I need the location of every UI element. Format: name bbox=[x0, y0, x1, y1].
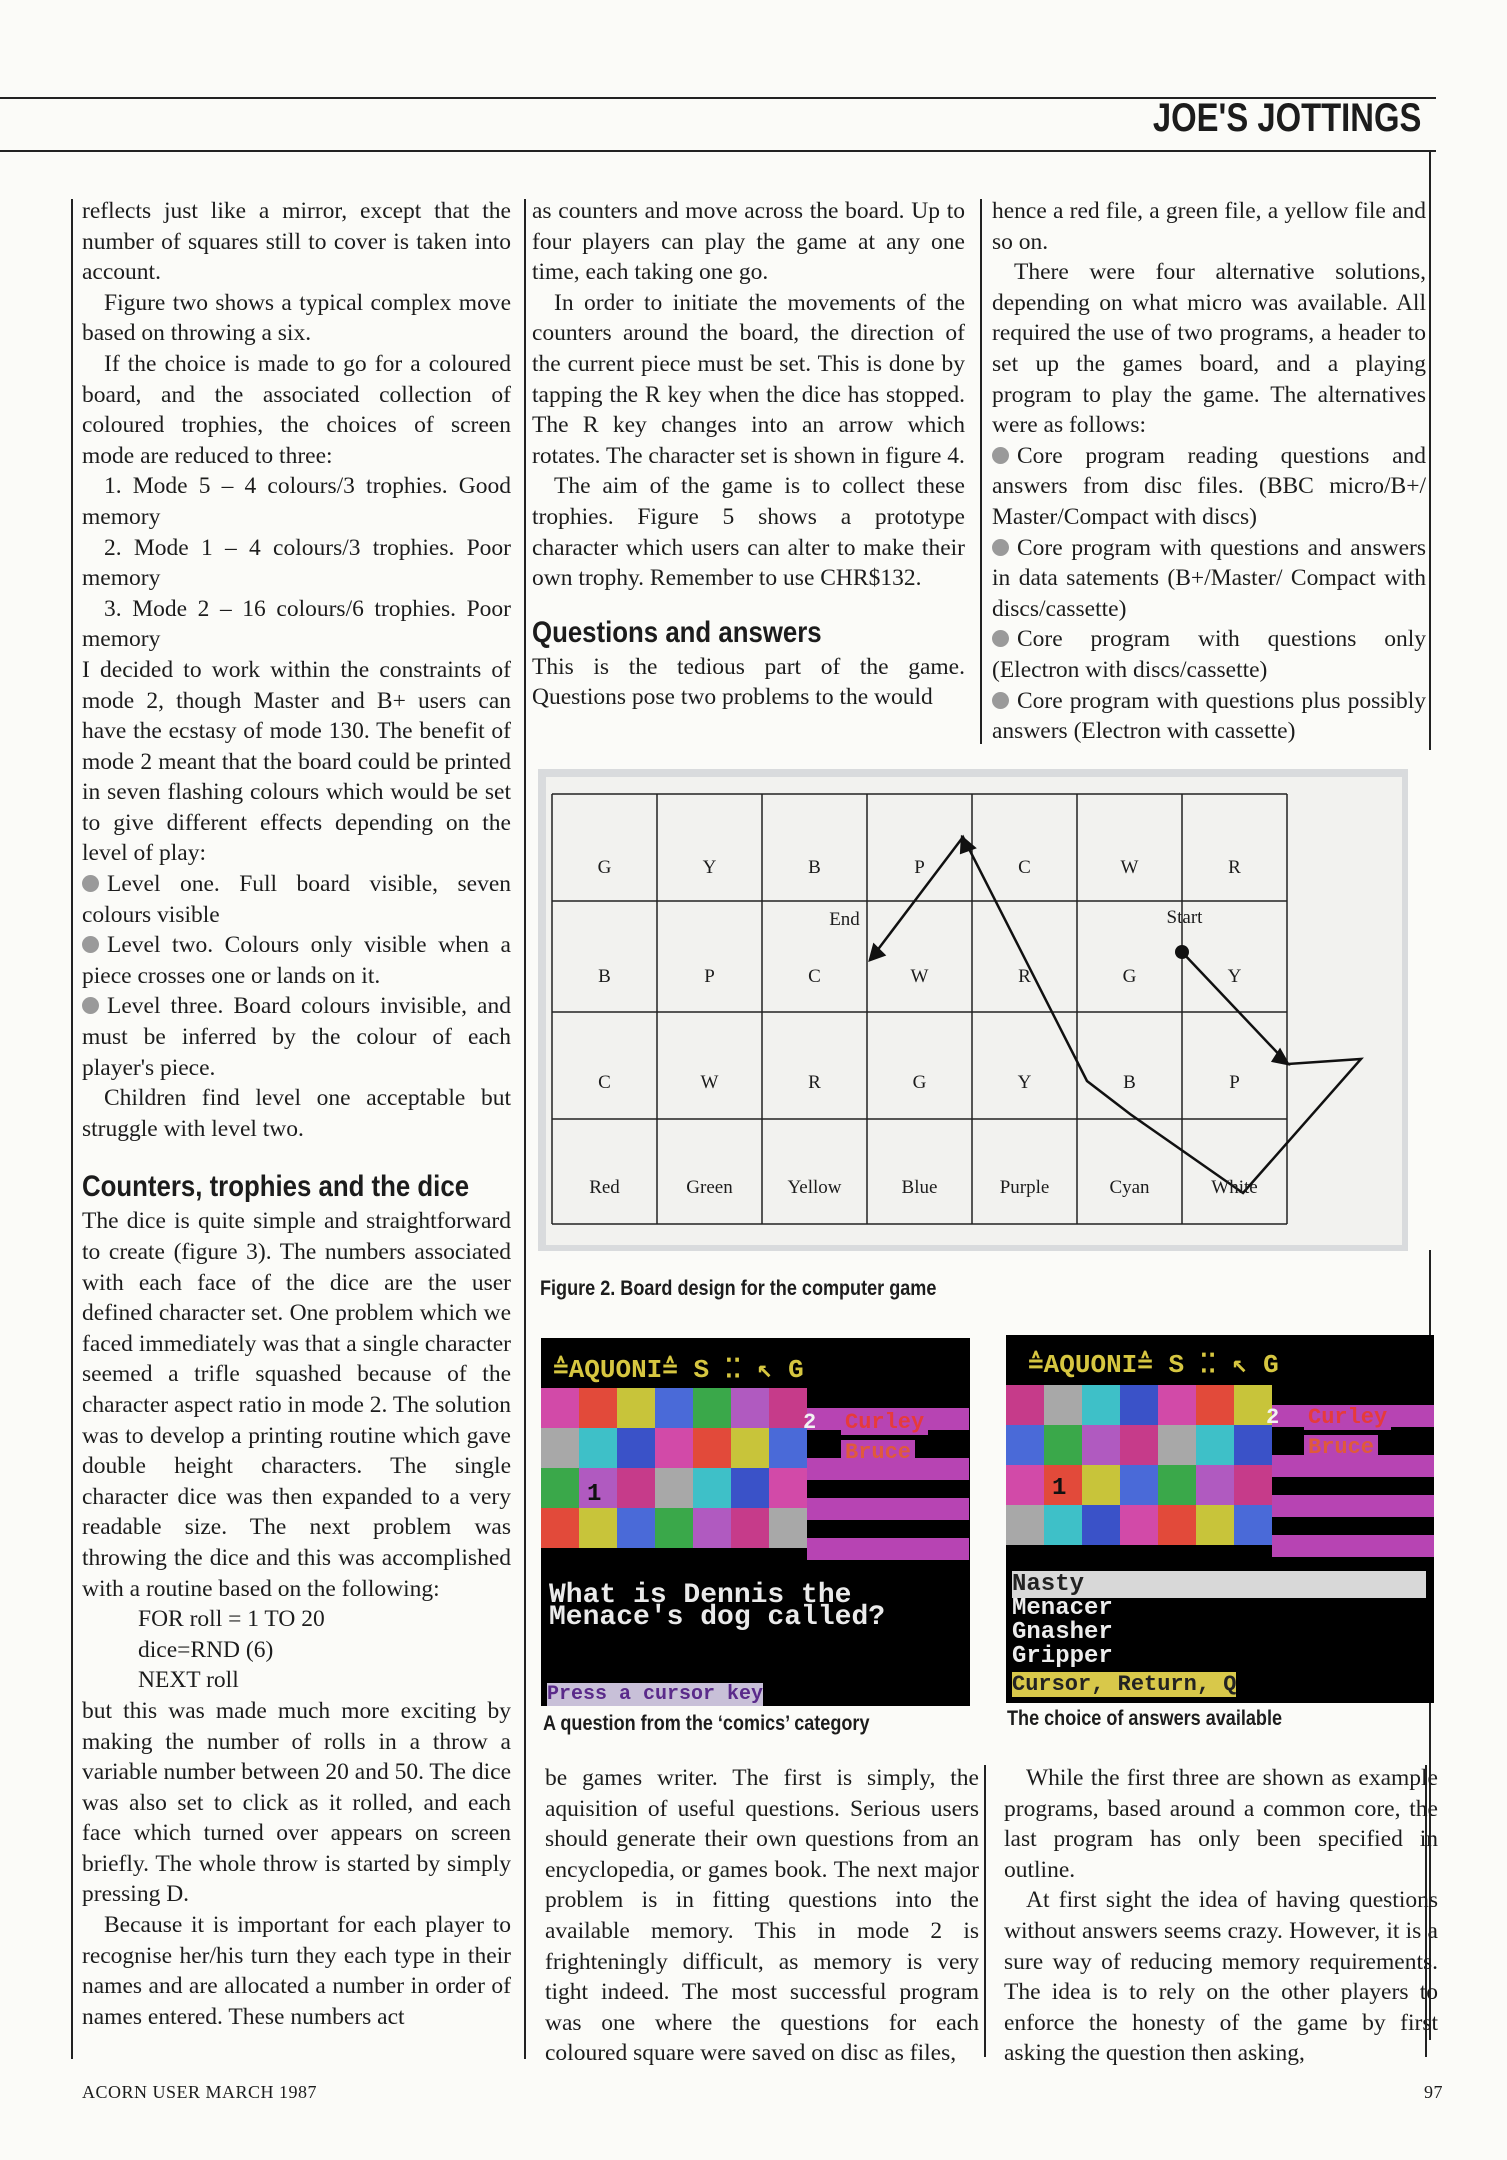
bullet-icon bbox=[82, 997, 99, 1014]
board-square-label: G bbox=[1122, 966, 1137, 987]
board-square bbox=[1196, 1465, 1234, 1505]
code-line: NEXT roll bbox=[138, 1667, 239, 1694]
board-square bbox=[1006, 1385, 1044, 1425]
score-bar bbox=[807, 1538, 969, 1560]
board-figure bbox=[538, 769, 1408, 1251]
screen-title: ≙AQUONI≙ S ⁚⁚ ↖ G bbox=[1028, 1350, 1279, 1380]
board-colour-label: Cyan bbox=[1109, 1177, 1150, 1198]
board-square-label: G bbox=[597, 857, 612, 878]
code-line: FOR roll = 1 TO 20 bbox=[138, 1606, 325, 1633]
board-square-label: C bbox=[808, 966, 821, 987]
board-square bbox=[1006, 1465, 1044, 1505]
answer-option[interactable]: Gnasher bbox=[1012, 1619, 1113, 1646]
player-marker: 1 bbox=[587, 1481, 602, 1508]
board-square bbox=[617, 1428, 655, 1468]
board-square bbox=[617, 1468, 655, 1508]
paragraph: be games writer. The first is simply, the aquisition of useful questions. Serious users should generate their own questions from an encyclopedia, or games book. The next major problem is in fitting questions into the available memory. This in mode 2 is frighteningly difficult, as memory is very tight indeed. The most successful program was one where the questions for each coloured square were saved on disc as files, bbox=[545, 1765, 979, 2067]
paragraph: There were four alternative solutions, depending on what micro was available. All required the use of two programs, a header to set up the games board, and a playing program to play the game. The alternatives were as follows: bbox=[992, 259, 1426, 439]
board-colour-label: Blue bbox=[901, 1177, 938, 1198]
board-square bbox=[1158, 1425, 1196, 1465]
board-square bbox=[541, 1508, 579, 1548]
board-square bbox=[693, 1468, 731, 1508]
bullet-item: Level one. Full board visible, seven colours visible bbox=[82, 871, 511, 928]
paragraph: At first sight the idea of having questions without answers seems crazy. However, it is a sure way of reducing memory requirements. The idea is to rely on the other players to enforce the honesty of the game by first asking the question then asking, bbox=[1004, 1887, 1438, 2067]
score-bar bbox=[1272, 1535, 1434, 1557]
board-square-label: W bbox=[700, 1072, 719, 1093]
player-name: Curley bbox=[841, 1410, 928, 1435]
board-square bbox=[1158, 1385, 1196, 1425]
board-square bbox=[1082, 1505, 1120, 1545]
board-square bbox=[1234, 1425, 1272, 1465]
player-name: Bruce bbox=[841, 1440, 915, 1465]
board-square bbox=[1196, 1505, 1234, 1545]
screen-board bbox=[541, 1338, 970, 1706]
board-square bbox=[541, 1428, 579, 1468]
list-item: 1. Mode 5 – 4 colours/3 trophies. Good memory bbox=[82, 473, 511, 530]
player-name: Bruce bbox=[1304, 1435, 1378, 1460]
answer-option-selected[interactable]: Nasty bbox=[1012, 1571, 1426, 1598]
section-heading: JOE'S JOTTINGS bbox=[1152, 96, 1421, 140]
bullet-item: Core program reading questions and answers from disc files. (BBC micro/B+/ Master/Compact with discs) bbox=[992, 442, 1426, 530]
board-square-label: R bbox=[1018, 966, 1031, 987]
bullet-icon bbox=[992, 692, 1009, 709]
board-square-label: B bbox=[598, 966, 611, 987]
board-square-label: Y bbox=[1017, 1072, 1032, 1093]
column-rule-1 bbox=[71, 199, 73, 2059]
column-3 bbox=[992, 196, 1426, 747]
subheading: Questions and answers bbox=[532, 615, 822, 649]
paragraph: If the choice is made to go for a coloured board, and the associated collection of coloured trophies, the choices of screen mode are reduced to three: bbox=[82, 350, 511, 469]
bullet-icon bbox=[82, 936, 99, 953]
header-bottom-rule bbox=[0, 150, 1436, 152]
board-square bbox=[655, 1428, 693, 1468]
paragraph: as counters and move across the board. Up to four players can play the game at any one time, each taking one go. bbox=[532, 198, 965, 286]
board-square bbox=[731, 1388, 769, 1428]
paragraph: I decided to work within the constraints of mode 2, though Master and B+ users can have the ecstasy of mode 130. The benefit of mode 2 meant that the board could be printed in seven flashing colours which would be set to give different effects depending on the level of play: bbox=[82, 656, 511, 867]
board-square bbox=[1158, 1505, 1196, 1545]
bullet-icon bbox=[992, 447, 1009, 464]
board-square bbox=[1082, 1385, 1120, 1425]
screenshot-answers bbox=[1006, 1335, 1434, 1703]
board-square bbox=[1044, 1505, 1082, 1545]
paragraph: but this was made much more exciting by making the number of rolls in a throw a variable number between 20 and 50. The dice was also set to click as it rolled, and each face which turned over appears on screen briefly. The whole throw is started by simply pressing D. bbox=[82, 1697, 511, 1908]
prompt-line: Cursor, Return, Q bbox=[1012, 1672, 1237, 1697]
board-square bbox=[769, 1508, 807, 1548]
paragraph: Figure two shows a typical complex move based on throwing a six. bbox=[82, 289, 511, 347]
board-square bbox=[1044, 1385, 1082, 1425]
question-line: What is Dennis the bbox=[549, 1580, 852, 1611]
board-square bbox=[1196, 1385, 1234, 1425]
board-square-label: Y bbox=[702, 857, 717, 878]
board-square-label: B bbox=[1123, 1072, 1136, 1093]
paragraph: In order to initiate the movements of the counters around the board, the direction of the current piece must be set. This is done by tapping the R key when the dice has stopped. The R key changes into an arrow which rotates. The character set is shown in figure 4. bbox=[532, 289, 965, 469]
board-square-label: R bbox=[1228, 857, 1241, 878]
board-square bbox=[541, 1388, 579, 1428]
player-marker: 1 bbox=[1052, 1475, 1067, 1502]
board-square bbox=[1120, 1505, 1158, 1545]
board-square-label: P bbox=[914, 857, 925, 878]
column-rule-4 bbox=[984, 1765, 986, 2057]
board-square-label: C bbox=[598, 1072, 611, 1093]
board-square-label: B bbox=[808, 857, 821, 878]
board-square bbox=[617, 1388, 655, 1428]
board-square bbox=[1044, 1425, 1082, 1465]
board-square-label: R bbox=[808, 1072, 821, 1093]
figure-caption: Figure 2. Board design for the computer game bbox=[540, 1277, 937, 1300]
paragraph: This is the tedious part of the game. Questions pose two problems to the would bbox=[532, 653, 965, 711]
board-square bbox=[1234, 1505, 1272, 1545]
board-square bbox=[1006, 1425, 1044, 1465]
board-square-label: W bbox=[910, 966, 929, 987]
column-2 bbox=[532, 196, 965, 713]
board-colour-label: Purple bbox=[999, 1177, 1050, 1198]
board-square bbox=[769, 1428, 807, 1468]
board-square bbox=[693, 1428, 731, 1468]
page-number: 97 bbox=[1424, 2082, 1443, 2102]
board-square-label: G bbox=[912, 1072, 927, 1093]
board-square-label: C bbox=[1018, 857, 1031, 878]
board-square bbox=[1120, 1425, 1158, 1465]
bullet-item: Core program with questions and answers in data satements (B+/Master/ Compact with discs/cassette) bbox=[992, 534, 1426, 622]
board-square bbox=[1158, 1465, 1196, 1505]
column-rule-3 bbox=[980, 199, 982, 744]
board-square-label: P bbox=[1229, 1072, 1240, 1093]
board-colour-label: Green bbox=[686, 1177, 733, 1198]
board-square bbox=[1006, 1505, 1044, 1545]
board-square bbox=[541, 1468, 579, 1508]
bullet-item: Level three. Board colours invisible, and must be inferred by the colour of each player's piece. bbox=[82, 993, 511, 1081]
question-line: Menace's dog called? bbox=[549, 1602, 886, 1633]
board-square-label: W bbox=[1120, 857, 1139, 878]
end-label: End bbox=[829, 909, 860, 930]
start-marker bbox=[1175, 945, 1189, 959]
board-square bbox=[769, 1388, 807, 1428]
column-1 bbox=[82, 196, 511, 2032]
score-bar bbox=[1272, 1495, 1434, 1517]
paragraph: Because it is important for each player to recognise her/his turn they each type in their names and are allocated a number in order of names entered. These numbers act bbox=[82, 1912, 511, 2030]
board-square bbox=[1082, 1465, 1120, 1505]
code-line: dice=RND (6) bbox=[138, 1636, 274, 1663]
board-square bbox=[693, 1388, 731, 1428]
answer-option[interactable]: Menacer bbox=[1012, 1595, 1113, 1622]
right-page-rule bbox=[1429, 150, 1431, 750]
board-square-label: P bbox=[704, 966, 715, 987]
player-marker: 2 bbox=[1266, 1405, 1280, 1430]
paragraph: reflects just like a mirror, except that the number of squares still to cover is taken into account. bbox=[82, 198, 511, 286]
board-square bbox=[1120, 1385, 1158, 1425]
bullet-icon bbox=[992, 630, 1009, 647]
bullet-item: Level two. Colours only visible when a piece crosses one or lands on it. bbox=[82, 932, 511, 989]
board-square bbox=[731, 1508, 769, 1548]
subheading: Counters, trophies and the dice bbox=[82, 1170, 470, 1204]
list-item: 2. Mode 1 – 4 colours/3 trophies. Poor memory bbox=[82, 534, 511, 592]
column-rule-2 bbox=[524, 199, 526, 2059]
board-square bbox=[731, 1428, 769, 1468]
board-square bbox=[1196, 1425, 1234, 1465]
board-square bbox=[1234, 1465, 1272, 1505]
board-colour-label: Red bbox=[589, 1177, 620, 1198]
column-2-bottom bbox=[545, 1763, 979, 2069]
board-colour-label: White bbox=[1211, 1177, 1258, 1198]
answer-option[interactable]: Gripper bbox=[1012, 1643, 1113, 1670]
paragraph: hence a red file, a green file, a yellow file and so on. bbox=[992, 198, 1426, 255]
column-3-bottom bbox=[1004, 1763, 1438, 2069]
board-square bbox=[1082, 1425, 1120, 1465]
board-square-label: Y bbox=[1227, 966, 1242, 987]
board-square bbox=[769, 1468, 807, 1508]
board-square bbox=[579, 1388, 617, 1428]
board-square bbox=[579, 1428, 617, 1468]
bullet-item: Core program with questions plus possibly answers (Electron with cassette) bbox=[992, 687, 1426, 745]
paragraph: While the first three are shown as example programs, based around a common core, the last program has only been specified in outline. bbox=[1004, 1765, 1438, 1883]
paragraph: The aim of the game is to collect these trophies. Figure 5 shows a prototype character which users can alter to make their own trophy. Remember to use CHR$132. bbox=[532, 473, 965, 592]
paragraph: Children find level one acceptable but struggle with level two. bbox=[82, 1085, 511, 1142]
board-square bbox=[693, 1508, 731, 1548]
board-square bbox=[655, 1508, 693, 1548]
board-square bbox=[617, 1508, 655, 1548]
board-square bbox=[1120, 1465, 1158, 1505]
board-square bbox=[655, 1468, 693, 1508]
prompt-line: Press a cursor key bbox=[547, 1683, 764, 1706]
screenshot-caption: A question from the ‘comics’ category bbox=[543, 1712, 870, 1735]
player-marker: 2 bbox=[803, 1410, 817, 1435]
start-label: Start bbox=[1166, 907, 1203, 928]
screenshot-caption: The choice of answers available bbox=[1007, 1707, 1283, 1730]
board-square bbox=[579, 1508, 617, 1548]
list-item: 3. Mode 2 – 16 colours/6 trophies. Poor memory bbox=[82, 595, 511, 653]
bullet-icon bbox=[992, 539, 1009, 556]
footer-publication: ACORN USER MARCH 1987 bbox=[82, 2082, 318, 2102]
screenshot-question bbox=[541, 1338, 970, 1706]
score-bar bbox=[807, 1498, 969, 1520]
board-colour-label: Yellow bbox=[787, 1177, 842, 1198]
screen-title: ≙AQUONI≙ S ⁚⁚ ↖ G bbox=[553, 1355, 804, 1385]
bullet-icon bbox=[82, 875, 99, 892]
player-name: Curley bbox=[1304, 1405, 1391, 1430]
bullet-item: Core program with questions only (Electron with discs/cassette) bbox=[992, 626, 1426, 683]
paragraph: The dice is quite simple and straightforward to create (figure 3). The numbers associated with each face of the dice are the user defined character set. One problem which we faced immediately was that a single character seemed a trifle squashed because of the character aspect ratio in mode 2. The solution was to develop a printing routine which gave double height characters. The single character dice was then expanded to a very readable size. The next problem was throwing the dice and this was accomplished with a routine based on the following: bbox=[82, 1208, 511, 1602]
board-square bbox=[655, 1388, 693, 1428]
board-square bbox=[731, 1468, 769, 1508]
